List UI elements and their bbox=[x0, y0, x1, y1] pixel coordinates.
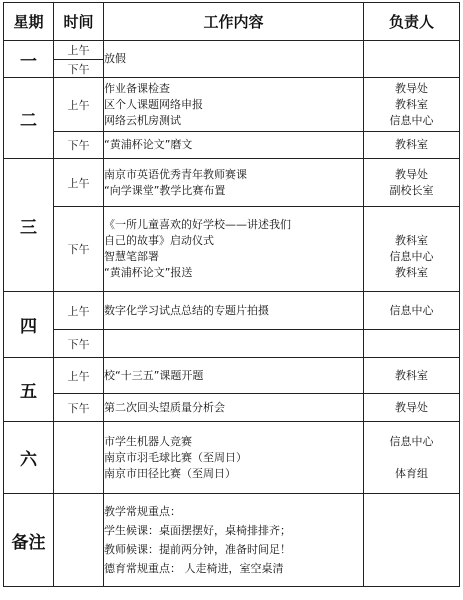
saturday-row bbox=[4, 422, 460, 494]
time-am: 上午 bbox=[54, 358, 104, 394]
day-wednesday: 三 bbox=[4, 159, 54, 292]
monday-am-row bbox=[4, 41, 460, 60]
person-friday-pm bbox=[364, 394, 460, 422]
content-line: “向学课堂”教学比赛布置 bbox=[104, 183, 226, 197]
header-row bbox=[4, 3, 460, 41]
person-line: 副校长室 bbox=[389, 183, 434, 197]
header-day: 星期 bbox=[4, 3, 54, 41]
thursday-pm-row bbox=[4, 330, 460, 358]
person-line: 信息中心 bbox=[389, 303, 434, 317]
content-line: 南京市田径比赛（至周日） bbox=[104, 466, 236, 480]
content-line: 第二次回头望质量分析会 bbox=[104, 400, 225, 414]
content-line: 教学常规重点： bbox=[104, 505, 181, 518]
content-line: 作业备课检查 bbox=[104, 81, 170, 95]
time-am: 上午 bbox=[54, 78, 104, 132]
person-line: 信息中心 bbox=[389, 434, 434, 448]
content-line: 教师候课：提前两分钟，准备时间足！ bbox=[104, 543, 291, 556]
person-monday bbox=[364, 41, 460, 78]
header-person: 负责人 bbox=[364, 3, 460, 41]
person-line: 体育组 bbox=[395, 466, 428, 480]
person-wednesday-pm bbox=[364, 207, 460, 292]
content-line: 数字化学习试点总结的专题片拍摄 bbox=[104, 303, 269, 317]
friday-am-row bbox=[4, 358, 460, 394]
day-notes: 备注 bbox=[4, 494, 54, 587]
day-tuesday: 二 bbox=[4, 78, 54, 159]
content-line: 智慧笔部署 bbox=[104, 250, 159, 263]
day-thursday: 四 bbox=[4, 292, 54, 358]
content-wednesday-pm bbox=[104, 207, 364, 292]
person-notes bbox=[364, 494, 460, 587]
time-pm: 下午 bbox=[54, 207, 104, 292]
time-notes bbox=[54, 494, 104, 587]
time-am: 上午 bbox=[54, 41, 104, 60]
content-saturday bbox=[104, 422, 364, 494]
thursday-am-row bbox=[4, 292, 460, 330]
person-line: 教导处 bbox=[395, 167, 428, 181]
content-friday-pm bbox=[104, 394, 364, 422]
content-line: 放假 bbox=[104, 52, 126, 65]
tuesday-am-row bbox=[4, 78, 460, 132]
content-line: “黄浦杯论文”报送 bbox=[104, 266, 193, 279]
person-line: 教科室 bbox=[395, 97, 428, 111]
wednesday-pm-row bbox=[4, 207, 460, 292]
content-line: 南京市羽毛球比赛（至周日） bbox=[104, 450, 247, 464]
time-pm: 下午 bbox=[54, 394, 104, 422]
person-line: 信息中心 bbox=[389, 113, 434, 127]
person-tuesday-am bbox=[364, 78, 460, 132]
content-monday bbox=[104, 41, 364, 78]
content-line: 学生候课：桌面摆摆好，桌椅排排齐； bbox=[104, 524, 291, 537]
person-friday-am bbox=[364, 358, 460, 394]
content-notes bbox=[104, 494, 364, 587]
spacer bbox=[364, 217, 459, 233]
content-line: 《一所儿童喜欢的好学校——讲述我们 bbox=[104, 218, 291, 231]
content-friday-am bbox=[104, 358, 364, 394]
person-line: 教科室 bbox=[395, 138, 428, 151]
person-thursday-pm bbox=[364, 330, 460, 358]
time-saturday bbox=[54, 422, 104, 494]
friday-pm-row bbox=[4, 394, 460, 422]
person-tuesday-pm bbox=[364, 132, 460, 159]
content-tuesday-pm bbox=[104, 132, 364, 159]
content-line: 区个人课题网络申报 bbox=[104, 97, 203, 111]
content-line: 校“十三五”课题开题 bbox=[104, 368, 204, 382]
content-thursday-pm bbox=[104, 330, 364, 358]
content-line: 自己的故事》启动仪式 bbox=[104, 234, 214, 247]
header-content: 工作内容 bbox=[104, 3, 364, 41]
content-line: 德育常规重点： 人走椅进，室空桌清 bbox=[104, 562, 284, 575]
spacer bbox=[364, 450, 459, 466]
time-am: 上午 bbox=[54, 159, 104, 207]
content-wednesday-am bbox=[104, 159, 364, 207]
notes-row bbox=[4, 494, 460, 587]
day-friday: 五 bbox=[4, 358, 54, 422]
tuesday-pm-row bbox=[4, 132, 460, 159]
weekly-schedule-table bbox=[3, 2, 460, 587]
day-saturday: 六 bbox=[4, 422, 54, 494]
person-line: 教导处 bbox=[395, 81, 428, 95]
time-am: 上午 bbox=[54, 292, 104, 330]
header-time: 时间 bbox=[54, 3, 104, 41]
person-saturday bbox=[364, 422, 460, 494]
content-line: 南京市英语优秀青年教师赛课 bbox=[104, 167, 247, 181]
person-line: 教科室 bbox=[395, 368, 428, 382]
time-pm: 下午 bbox=[54, 60, 104, 78]
content-tuesday-am bbox=[104, 78, 364, 132]
time-pm: 下午 bbox=[54, 132, 104, 159]
day-monday: 一 bbox=[4, 41, 54, 78]
wednesday-am-row bbox=[4, 159, 460, 207]
person-line: 教科室 bbox=[395, 266, 428, 279]
person-wednesday-am bbox=[364, 159, 460, 207]
content-line: 网络云机房测试 bbox=[104, 113, 181, 127]
person-line: 信息中心 bbox=[389, 250, 434, 263]
time-pm: 下午 bbox=[54, 330, 104, 358]
person-line: 教科室 bbox=[395, 234, 428, 247]
person-line: 教导处 bbox=[395, 400, 428, 414]
content-line: “黄浦杯论文”磨文 bbox=[104, 138, 193, 151]
content-thursday-am bbox=[104, 292, 364, 330]
content-line: 市学生机器人竞赛 bbox=[104, 434, 192, 448]
person-thursday-am bbox=[364, 292, 460, 330]
